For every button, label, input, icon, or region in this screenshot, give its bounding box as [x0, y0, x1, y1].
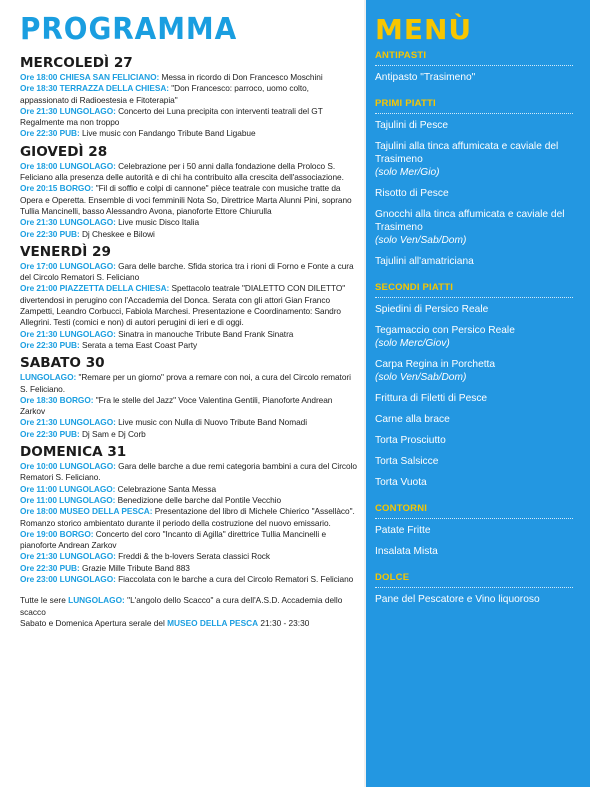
dish-name: Pane del Pescatore e Vino liquoroso: [375, 594, 540, 605]
dish-availability-note: (solo Ven/Sab/Dom): [375, 235, 467, 246]
day-title: VENERDÌ 29: [20, 243, 111, 260]
event-time-venue: Ore 18:00 LUNGOLAGO:: [20, 160, 116, 171]
menu-dish: [375, 434, 565, 447]
menu-section: [375, 503, 590, 558]
event-time-venue: Ore 21:00 PIAZZETTA DELLA CHIESA:: [20, 283, 170, 294]
event-item: [20, 329, 358, 340]
dish-name: Risotto di Pesce: [375, 188, 449, 199]
dish-availability-note: (solo Ven/Sab/Dom): [375, 372, 467, 383]
menu-section-heading: PRIMI PIATTI: [375, 98, 573, 114]
footer-line-1: [20, 595, 358, 618]
menu-dish: [375, 303, 565, 316]
event-time-venue: Ore 18:00 CHIESA SAN FELICIANO:: [20, 72, 160, 82]
event-item: [20, 261, 358, 284]
event-description: Spettacolo teatrale "DIALETTO CON DILETTO" divertendosi in perugino con l'Accademia del Donca. Serata con gli attori Gian Franco Zampetti, Leandro Corbucci, Fabiola Marchesi. Presentazione e Coordinamento: Sandro Allegrini. Testi (comici e non) di autori perugini di ieri e di oggi.: [20, 283, 346, 328]
footer-line-2: [20, 618, 358, 629]
event-item: [20, 461, 358, 484]
event-time-venue: Ore 21:30 LUNGOLAGO:: [20, 551, 116, 562]
event-time-venue: Ore 18:00 MUSEO DELLA PESCA:: [20, 506, 153, 517]
programma-days: [20, 56, 364, 585]
event-time-venue: Ore 22:30 PUB:: [20, 128, 80, 139]
event-item: [20, 529, 358, 552]
event-time-venue: Ore 10:00 LUNGOLAGO:: [20, 461, 116, 472]
menu-dish: [375, 71, 565, 84]
footer-line1-desc: "L'angolo dello Scacco" a cura dell'A.S.D. Accademia dello scacco: [20, 595, 343, 617]
event-item: [20, 551, 358, 562]
day-title: SABATO 30: [20, 355, 105, 372]
event-description: Celebrazione Santa Messa: [115, 483, 217, 494]
footer-line1-venue: LUNGOLAGO:: [68, 595, 125, 606]
day-block: [20, 445, 364, 585]
dish-name: Insalata Mista: [375, 546, 438, 557]
day-block: [20, 56, 364, 140]
dish-availability-note: (solo Mer/Gio): [375, 167, 440, 178]
menu-section: [375, 50, 590, 84]
event-item: [20, 395, 358, 418]
event-description: "Fil di soffio e colpi di cannone" pièce teatrale con musiche tratte da Opera e Operetta. Ensemble di voci femminili Nota So, Direttrice Marta Alunni Pini, soprano Tullia Mancinelli, basso Alessandro Avona, pianoforte Ettore Chiurulla: [20, 183, 352, 216]
event-description: Freddi & the b-lovers Serata classici Rock: [115, 551, 270, 562]
dish-name: Carpa Regina in Porchetta: [375, 359, 496, 370]
menu-column: [364, 0, 590, 787]
footer-line1-text: Tutte le sere: [20, 595, 69, 606]
event-time-venue: Ore 18:30 TERRAZZA DELLA CHIESA:: [20, 83, 169, 94]
programma-footer: [20, 595, 358, 629]
menu-sections: [375, 50, 590, 606]
dish-name: Frittura di Filetti di Pesce: [375, 393, 488, 404]
event-description: Sinatra in manouche Tribute Band Frank Sinatra: [115, 328, 294, 339]
event-description: Fiaccolata con le barche a cura del Circolo Rematori S. Feliciano: [115, 573, 354, 584]
event-time-venue: Ore 21:30 LUNGOLAGO:: [20, 417, 116, 428]
menu-dish: [375, 413, 565, 426]
event-item: [20, 83, 358, 106]
menu-section: [375, 98, 590, 268]
event-item: [20, 563, 358, 574]
event-description: Serata a tema East Coast Party: [79, 339, 198, 350]
event-description: "Don Francesco: parroco, uomo colto, appassionato di Radioestesia e Fitoterapia": [20, 83, 309, 105]
menu-dish: [375, 358, 565, 384]
event-time-venue: Ore 22:30 PUB:: [20, 562, 80, 573]
event-time-venue: Ore 23:00 LUNGOLAGO:: [20, 573, 116, 584]
event-time-venue: Ore 19:00 BORGO:: [20, 528, 94, 539]
menu-section-heading: DOLCE: [375, 572, 573, 588]
menu-dish: [375, 455, 565, 468]
programma-title: PROGRAMMA: [20, 12, 238, 47]
event-item: [20, 106, 358, 129]
menu-section-heading: SECONDI PIATTI: [375, 282, 573, 298]
menu-section-heading: ANTIPASTI: [375, 50, 573, 66]
event-description: Presentazione del libro di Michele Chierico "Assellàco". Romanzo storico ambientato durante il periodo della costruzione del nuovo emissario.: [20, 506, 355, 528]
event-item: [20, 574, 358, 585]
menu-dish: [375, 545, 565, 558]
day-title: MERCOLEDÌ 27: [20, 55, 133, 71]
event-item: [20, 495, 358, 506]
menu-dish: [375, 324, 565, 350]
dish-availability-note: (solo Merc/Giov): [375, 338, 450, 349]
event-item: [20, 217, 358, 228]
event-description: Messa in ricordo di Don Francesco Moschini: [159, 72, 323, 82]
event-item: [20, 340, 358, 351]
dish-name: Carne alla brace: [375, 414, 450, 425]
event-time-venue: LUNGOLAGO:: [20, 372, 77, 383]
event-description: Live music con Fandango Tribute Band Ligabue: [79, 128, 256, 139]
dish-name: Tajulini alla tinca affumicata e caviale del Trasimeno: [375, 141, 559, 165]
event-description: "Fra le stelle del Jazz" Voce Valentina Gentili, Pianoforte Andrean Zarkov: [20, 394, 333, 417]
dish-name: Torta Salsicce: [375, 456, 439, 467]
dish-name: Spiedini di Persico Reale: [375, 304, 489, 315]
event-time-venue: Ore 20:15 BORGO:: [20, 183, 94, 194]
dish-name: Antipasto "Trasimeno": [375, 72, 476, 83]
menu-dish: [375, 524, 565, 537]
event-description: "Remare per un giorno" prova a remare con noi, a cura del Circolo rematori S. Feliciano.: [20, 372, 351, 394]
menu-dish: [375, 476, 565, 489]
day-block: [20, 245, 364, 351]
event-time-venue: Ore 22:30 PUB:: [20, 228, 80, 239]
event-item: [20, 229, 358, 240]
menu-dish: [375, 255, 565, 268]
menu-dish: [375, 140, 565, 179]
event-time-venue: Ore 17:00 LUNGOLAGO:: [20, 260, 116, 271]
event-item: [20, 72, 358, 83]
dish-name: Gnocchi alla tinca affumicata e caviale del Trasimeno: [375, 209, 565, 233]
event-item: [20, 372, 358, 395]
event-description: Concerto del coro "Incanto di Agilla" direttrice Tullia Mancinelli e pianoforte Andrean Zarkov: [20, 528, 327, 551]
event-description: Dj Cheskee e Bilowi: [79, 228, 155, 239]
menu-dish: [375, 208, 565, 247]
menu-dish: [375, 187, 565, 200]
event-item: [20, 283, 358, 328]
day-title: DOMENICA 31: [20, 444, 127, 461]
event-description: Gara delle barche. Sfida storica tra i rioni di Forno e Fonte a cura del Circolo Rematori S. Feliciano: [20, 260, 354, 283]
event-item: [20, 128, 358, 139]
event-description: Concerto dei Luna precipita con interventi teatrali del GT Regalmente ma non troppo: [20, 105, 323, 128]
event-description: Grazie Mille Tribute Band 883: [79, 562, 190, 573]
event-item: [20, 484, 358, 495]
event-time-venue: Ore 21:30 LUNGOLAGO:: [20, 328, 116, 339]
footer-line2-venue: MUSEO DELLA PESCA: [167, 618, 259, 629]
footer-line2-hours: 21:30 - 23:30: [258, 618, 310, 629]
event-time-venue: Ore 22:30 PUB:: [20, 428, 80, 439]
event-item: [20, 506, 358, 529]
menu-section-heading: CONTORNI: [375, 503, 573, 519]
event-time-venue: Ore 21:30 LUNGOLAGO:: [20, 217, 116, 228]
dish-name: Patate Fritte: [375, 525, 431, 536]
event-description: Benedizione delle barche dal Pontile Vecchio: [115, 494, 282, 505]
dish-name: Torta Prosciutto: [375, 435, 446, 446]
event-item: [20, 161, 358, 184]
event-item: [20, 183, 358, 217]
menu-dish: [375, 392, 565, 405]
dish-name: Tegamaccio con Persico Reale: [375, 325, 515, 336]
menu-title: MENÙ: [375, 13, 473, 46]
event-item: [20, 429, 358, 440]
dish-name: Tajulini di Pesce: [375, 120, 449, 131]
event-description: Gara delle barche a due remi categoria bambini a cura del Circolo Rematori S. Feliciano.: [20, 461, 357, 483]
event-time-venue: Ore 11:00 LUNGOLAGO:: [20, 483, 116, 494]
event-time-venue: Ore 11:00 LUNGOLAGO:: [20, 494, 116, 505]
event-time-venue: Ore 21:30 LUNGOLAGO:: [20, 105, 116, 116]
event-item: [20, 417, 358, 428]
menu-section: [375, 282, 590, 489]
event-description: Live music Disco Italia: [115, 217, 200, 228]
menu-section: [375, 572, 590, 606]
dish-name: Torta Vuota: [375, 477, 427, 488]
menu-dish: [375, 119, 565, 132]
day-block: [20, 356, 364, 440]
event-description: Celebrazione per i 50 anni dalla fondazione della Proloco S. Feliciano alla presenza delle autorità e di chi ha contribuito alla crescita dell'associazione.: [20, 160, 344, 183]
footer-line2-text: Sabato e Domenica Apertura serale del: [20, 618, 168, 629]
event-description: Live music con Nulla di Nuovo Tribute Band Nomadi: [115, 417, 308, 428]
day-title: GIOVEDÌ 28: [20, 143, 108, 160]
event-time-venue: Ore 22:30 PUB:: [20, 339, 80, 350]
menu-dish: [375, 593, 565, 606]
day-block: [20, 145, 364, 240]
event-description: Dj Sam e Dj Corb: [79, 428, 146, 439]
dish-name: Tajulini all'amatriciana: [375, 256, 474, 267]
event-time-venue: Ore 18:30 BORGO:: [20, 394, 94, 405]
